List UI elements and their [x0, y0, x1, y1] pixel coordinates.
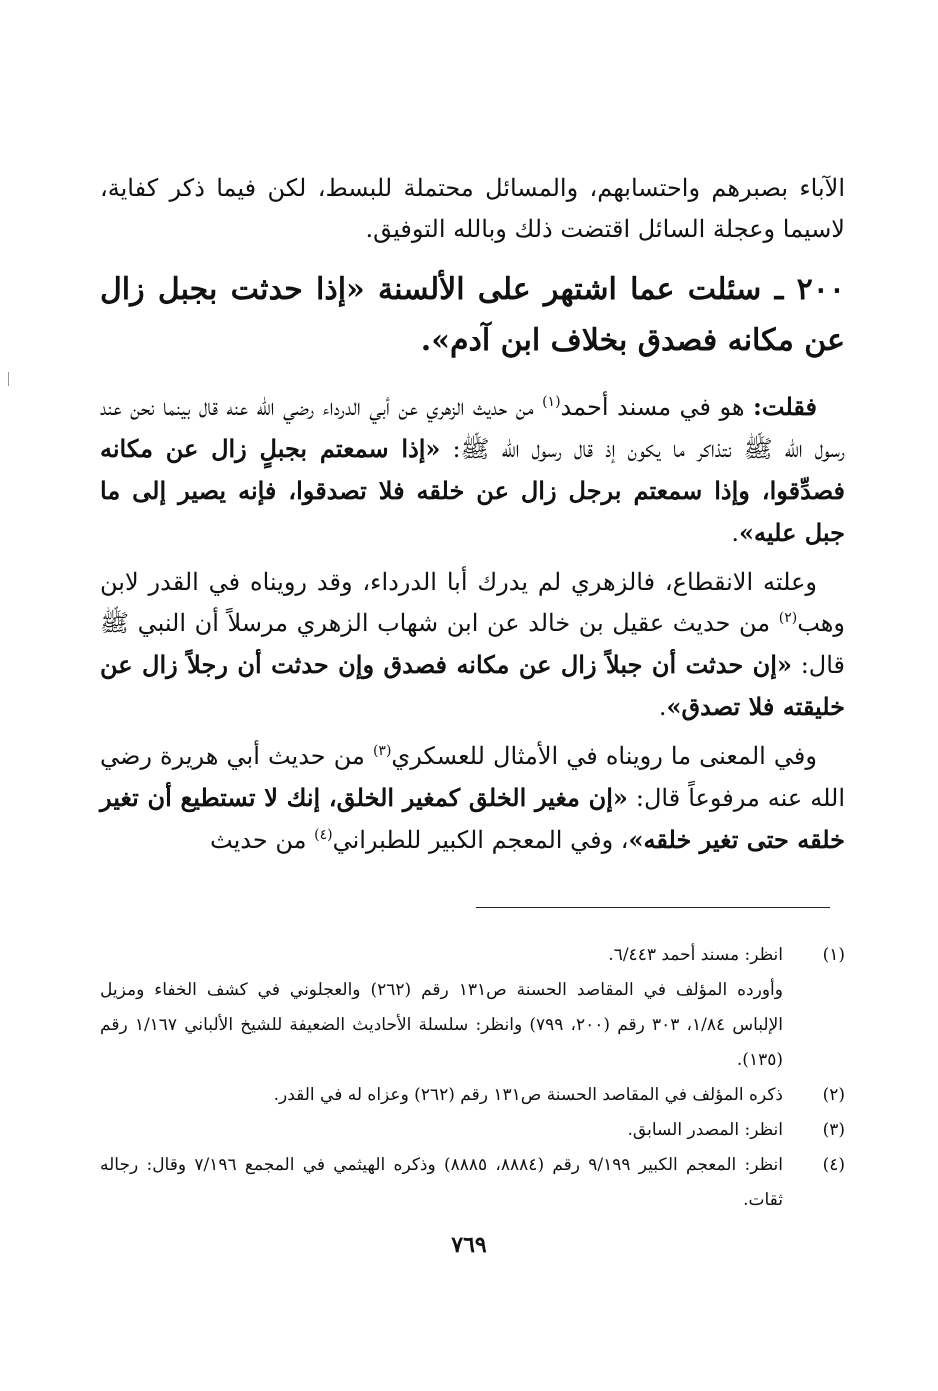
footnotes — [100, 938, 845, 1218]
footnote-1 — [100, 938, 845, 1078]
footnote-number: (٤) — [822, 1155, 845, 1175]
margin-mark — [8, 372, 9, 386]
answer-text-b: من حديث الزهري عن أبي الدرداء رضي الله عنه قال بينما نحن عند رسول الله ﷺ نتذاكر ما يكون إذ قال رسول الله ﷺ: — [100, 393, 846, 463]
question-heading: ٢٠٠ ـ سئلت عما اشتهر على الألسنة «إذا حدثت بجبل زال عن مكانه فصدق بخلاف ابن آدم». — [100, 272, 845, 358]
footnote-number: (١) — [822, 945, 845, 965]
footnote-2 — [100, 1078, 845, 1113]
footnote-line: انظر: مسند أحمد ٦/٤٤٣. — [608, 945, 783, 965]
chain-text-b: من حديث عقيل بن خالد عن ابن شهاب الزهري مرسلاً أن النبي ﷺ قال: — [100, 609, 846, 679]
footnote-line: وأورده المؤلف في المقاصد الحسنة ص١٣١ رقم (٢٦٢) والعجلوني في كشف الخفاء ومزيل الإلباس ١/٨٤، ٣٠٣ رقم (٢٠٠، ٧٩٩) وانظر: سلسلة الأحاديث الضعيفة للشيخ الألباني ١/١٦٧ رقم (١٣٥). — [100, 980, 783, 1070]
paragraph-chain — [100, 562, 845, 728]
footnote-ref-4[interactable]: (٤) — [314, 827, 333, 843]
hadith-quote-3: «إن مغير الخلق كمغير الخلق، إنك لا تستطيع أن تغير خلقه حتى تغير خلقه» — [100, 783, 845, 854]
answer-label: فقلت: — [753, 392, 817, 421]
footnote-ref-1[interactable]: (١) — [542, 394, 561, 410]
footnote-3 — [100, 1113, 845, 1148]
answer-text-a: هو في مسند أحمد — [560, 393, 754, 421]
hadith-quote-1: «إذا سمعتم بجبلٍ زال عن مكانه فصدِّقوا، وإذا سمعتم برجل زال عن خلقه فلا تصدقوا، فإنه يصير إلى ما جبل عليه» — [100, 434, 845, 547]
meaning-text-d: من حديث — [210, 826, 315, 854]
answer-end: . — [731, 519, 740, 547]
footnote-ref-2[interactable]: (٢) — [778, 610, 798, 626]
footnote-line: ذكره المؤلف في المقاصد الحسنة ص١٣١ رقم (٢٦٢) وعزاه له في القدر. — [273, 1085, 783, 1105]
meaning-text-b: من حديث أبي هريرة رضي الله عنه مرفوعاً قال: — [100, 742, 845, 812]
meaning-text-c: ، وفي المعجم الكبير للطبراني — [332, 826, 629, 854]
paragraph-meaning — [100, 736, 845, 861]
footnote-number: (٢) — [822, 1085, 845, 1105]
page-number: ٧٦٩ — [451, 1232, 487, 1258]
paragraph-answer — [100, 386, 845, 554]
hadith-quote-2: «إن حدثت أن جبلاً زال عن مكانه فصدق وإن حدثت أن رجلاً زال عن خليقته فلا تصدق» — [100, 650, 845, 721]
footnote-line: انظر: المعجم الكبير ٩/١٩٩ رقم (٨٨٨٤، ٨٨٨٥) وذكره الهيثمي في المجمع ٧/١٩٦ وقال: رجاله ثقات. — [100, 1155, 783, 1210]
footnote-separator — [476, 907, 830, 908]
footnote-ref-3[interactable]: (٣) — [372, 743, 392, 759]
main-text — [100, 168, 845, 861]
footnote-line: انظر: المصدر السابق. — [627, 1120, 783, 1140]
paragraph-continuation: الآباء بصبرهم واحتسابهم، والمسائل محتملة للبسط، لكن فيما ذكر كفاية، لاسيما وعجلة السائل اقتضت ذلك وبالله التوفيق. — [100, 174, 845, 243]
footnote-number: (٣) — [822, 1120, 845, 1140]
chain-end: . — [658, 693, 667, 721]
meaning-text-a: وفي المعنى ما رويناه في الأمثال للعسكري — [391, 742, 817, 770]
chain-text-a: وعلته الانقطاع، فالزهري لم يدرك أبا الدرداء، وقد رويناه في القدر لابن وهب — [100, 568, 845, 637]
footnote-4 — [100, 1148, 845, 1218]
